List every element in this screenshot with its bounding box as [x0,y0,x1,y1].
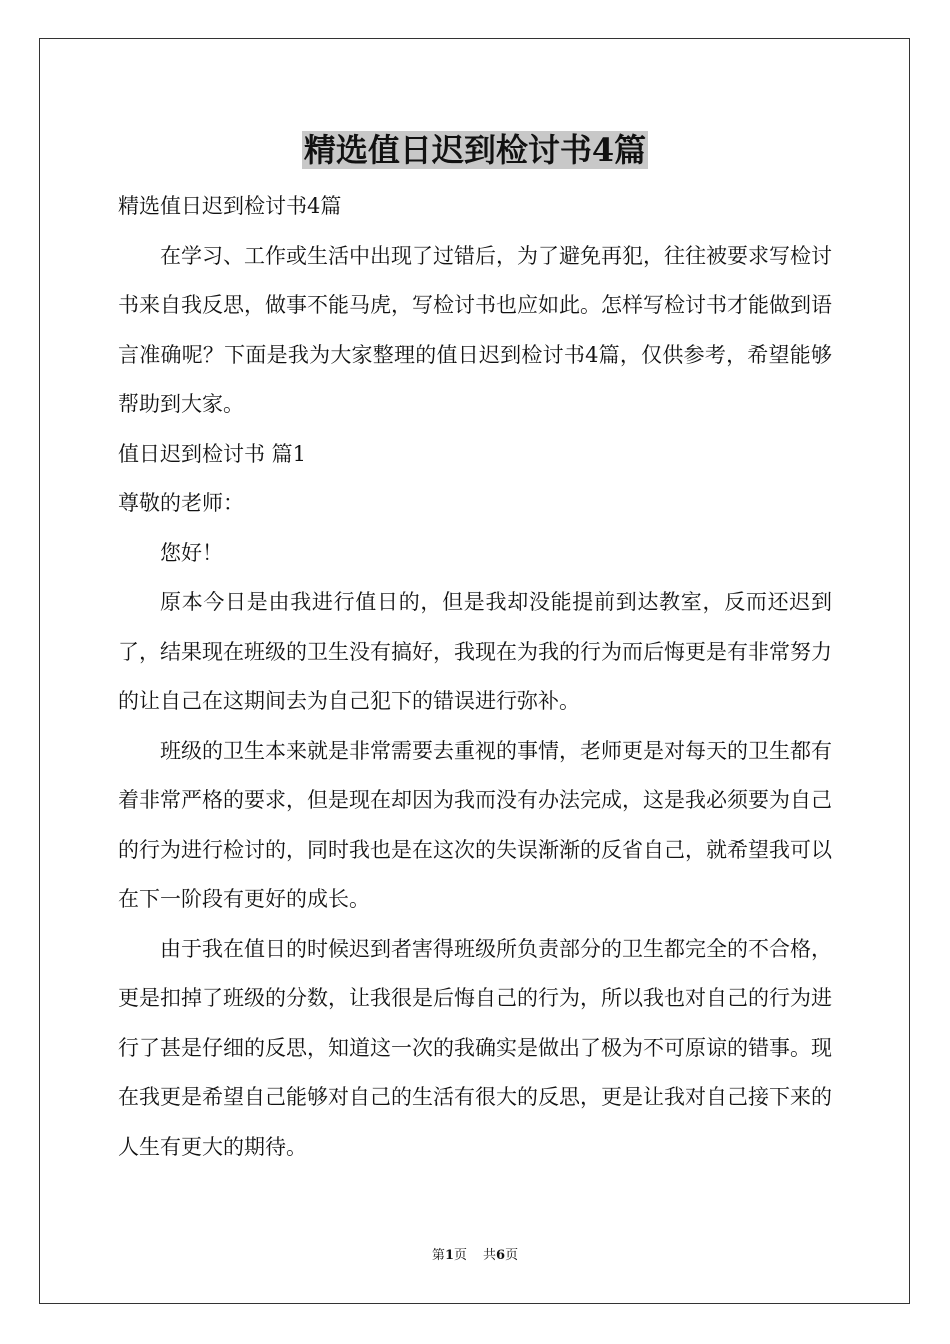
footer-page-suffix: 页 [453,1248,467,1263]
page-footer [0,1246,950,1266]
paragraph-salutation: 尊敬的老师： [118,491,244,515]
document-title-text: 精选值日迟到检讨书4篇 [303,131,647,169]
footer-page-prefix: 第 [431,1248,445,1263]
footer-total-suffix: 页 [505,1248,519,1263]
footer-total-prefix: 共 [483,1248,497,1263]
paragraph-subtitle: 精选值日迟到检讨书4篇 [118,194,342,218]
footer-page-number: 1 [444,1248,454,1263]
paragraph-greeting: 您好！ [160,540,223,565]
paragraph-body-3: 由于我在值日的时候迟到者害得班级所负责部分的卫生都完全的不合格，更是扣掉了班级的分数，让我很是后悔自己的行为，所以我也对自己的行为进行了甚是仔细的反思，知道这一次的我确实是做出了极为不可原谅的错事。现在我更是希望自己能够对自己的生活有很大的反思，更是让我对自己接下来的人生有更大的期待。 [118,936,832,1159]
footer-total-pages: 6 [496,1248,506,1263]
paragraph-intro: 在学习、工作或生活中出现了过错后，为了避免再犯，往往被要求写检讨书来自我反思，做事不能马虎，写检讨书也应如此。怎样写检讨书才能做到语言准确呢？下面是我为大家整理的值日迟到检讨书4篇，仅供参考，希望能够帮助到大家。 [118,243,832,416]
paragraph-section-heading: 值日迟到检讨书 篇1 [118,441,307,466]
paragraph-body-2: 班级的卫生本来就是非常需要去重视的事情，老师更是对每天的卫生都有着非常严格的要求，但是现在却因为我而没有办法完成，这是我必须要为自己的行为进行检讨的，同时我也是在这次的失误渐渐的反省自己，就希望我可以在下一阶段有更好的成长。 [118,738,832,911]
document-title [0,128,950,172]
document-body [118,182,832,1172]
paragraph-body-1: 原本今日是由我进行值日的，但是我却没能提前到达教室，反而还迟到了，结果现在班级的卫生没有搞好，我现在为我的行为而后悔更是有非常努力的让自己在这期间去为自己犯下的错误进行弥补。 [118,590,832,713]
